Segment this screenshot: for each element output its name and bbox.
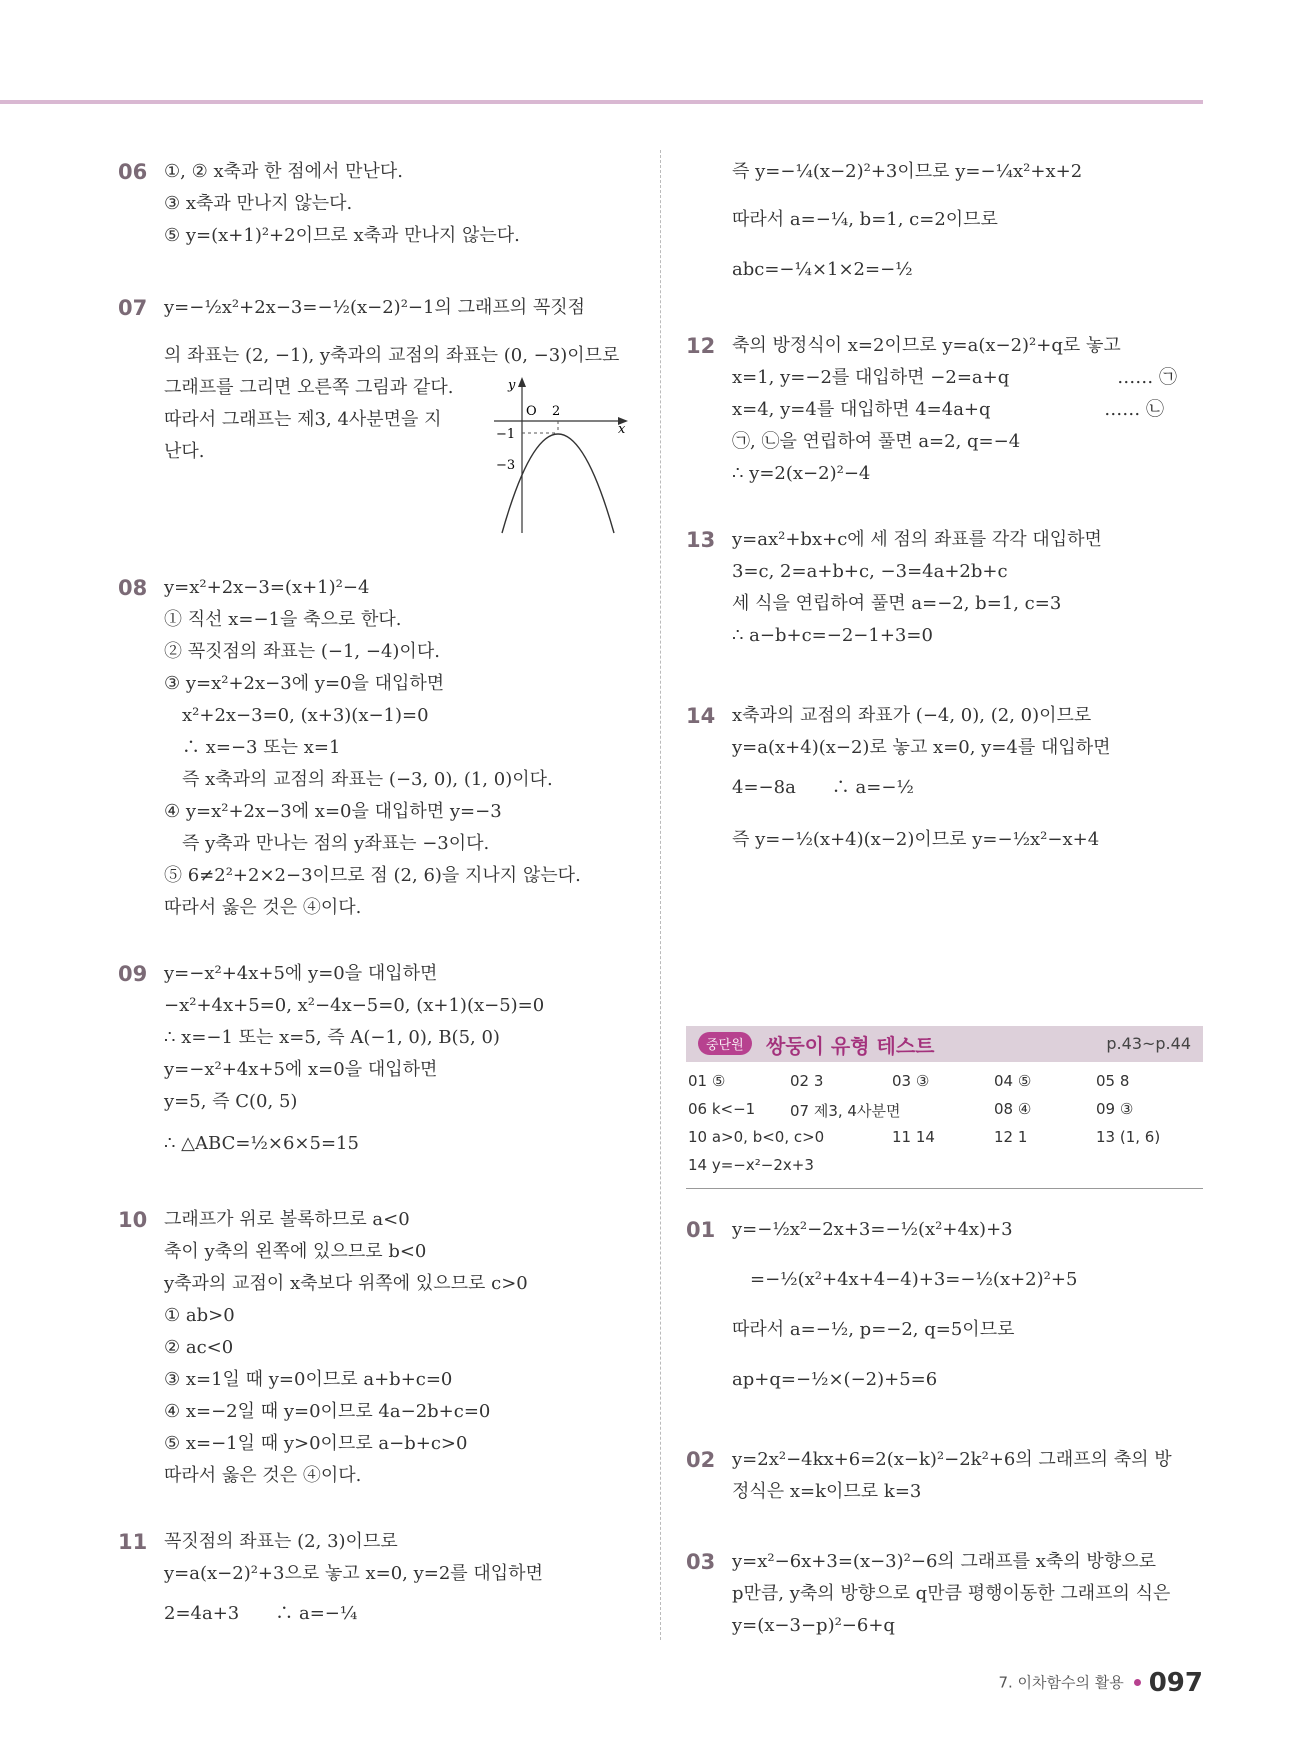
solution-line: ap+q=−½×(−2)+5=6 [732, 1369, 938, 1390]
solution-line: y축과의 교점이 x축보다 위쪽에 있으므로 c>0 [164, 1273, 528, 1294]
problem-number: 06 [118, 160, 148, 184]
solution-line: y=x²+2x−3=(x+1)²−4 [164, 577, 370, 598]
solution-line: 따라서 그래프는 제3, 4사분면을 지 [164, 409, 442, 430]
solution-line: y=a(x−2)²+3으로 놓고 x=0, y=2를 대입하면 [164, 1563, 543, 1584]
problem-number: 08 [118, 576, 148, 600]
origin-label: O [526, 404, 537, 419]
solution-line: y=5, 즉 C(0, 5) [164, 1091, 298, 1112]
solution-line: y=2x²−4kx+6=2(x−k)²−2k²+6의 그래프의 축의 방 [732, 1449, 1172, 1470]
y-axis-label: y [508, 378, 516, 393]
solution-line: ③ y=x²+2x−3에 y=0을 대입하면 [164, 673, 445, 694]
solution-line: ③ x축과 만나지 않는다. [164, 193, 353, 214]
problem-number: 07 [118, 296, 148, 320]
solution-line: y=a(x+4)(x−2)로 놓고 x=0, y=4를 대입하면 [732, 737, 1111, 758]
solution-line: y=ax²+bx+c에 세 점의 좌표를 각각 대입하면 [732, 529, 1102, 550]
solution-line: y=−½x²+2x−3=−½(x−2)²−1의 그래프의 꼭짓점 [164, 297, 586, 318]
solution-line: 2=4a+3 ∴ a=−¼ [164, 1603, 358, 1624]
page-number: 097 [1148, 1668, 1203, 1698]
solution-line: 따라서 a=−¼, b=1, c=2이므로 [732, 209, 998, 230]
solution-line: ⑤ 6≠2²+2×2−3이므로 점 (2, 6)을 지나지 않는다. [164, 865, 581, 886]
solution-line: ∴ x=−3 또는 x=1 [164, 737, 341, 758]
parabola-graph [490, 375, 630, 535]
solution-line: p만큼, y축의 방향으로 q만큼 평행이동한 그래프의 식은 [732, 1583, 1171, 1604]
solution-line: ③ x=1일 때 y=0이므로 a+b+c=0 [164, 1369, 453, 1390]
solution-line: ① 직선 x=−1을 축으로 한다. [164, 609, 402, 630]
solution-line: ⑤ y=(x+1)²+2이므로 x축과 만나지 않는다. [164, 225, 520, 246]
solution-line: =−½(x²+4x+4−4)+3=−½(x+2)²+5 [732, 1269, 1078, 1290]
solution-line: ㉠, ㉡을 연립하여 풀면 a=2, q=−4 [732, 431, 1021, 452]
solution-line: y=−x²+4x+5에 x=0을 대입하면 [164, 1059, 438, 1080]
answer-item: 02 3 [790, 1072, 824, 1090]
solution-line: abc=−¼×1×2=−½ [732, 259, 913, 280]
bullet-dot-icon [1134, 1679, 1141, 1686]
solution-line: ④ x=−2일 때 y=0이므로 4a−2b+c=0 [164, 1401, 491, 1422]
solution-line: y=−½x²−2x+3=−½(x²+4x)+3 [732, 1219, 1013, 1240]
solution-line: y=(x−3−p)²−6+q [732, 1615, 895, 1636]
answer-item: 04 ⑤ [994, 1072, 1032, 1090]
section-header [686, 1026, 1203, 1062]
problem-number: 12 [686, 334, 716, 358]
solution-line: ① ab>0 [164, 1305, 235, 1326]
solution-line: ② ac<0 [164, 1337, 234, 1358]
solution-line: 즉 x축과의 교점의 좌표는 (−3, 0), (1, 0)이다. [164, 769, 553, 790]
solution-line: ①, ② x축과 한 점에서 만난다. [164, 161, 403, 182]
column-divider [660, 150, 662, 1640]
solution-line: 난다. [164, 441, 205, 462]
solution-line: 따라서 옳은 것은 ④이다. [164, 897, 362, 918]
chapter-title: 7. 이차함수의 활용 [998, 1673, 1124, 1692]
answer-item: 03 ③ [892, 1072, 930, 1090]
solution-line: 즉 y=−¼(x−2)²+3이므로 y=−¼x²+x+2 [732, 161, 1083, 182]
problem-number: 09 [118, 962, 148, 986]
solution-line: ∴ △ABC=½×6×5=15 [164, 1133, 359, 1154]
problem-number: 01 [686, 1218, 716, 1242]
x-axis-label: x [618, 422, 626, 437]
section-badge: 중단원 [698, 1032, 752, 1055]
solution-line: 즉 y축과 만나는 점의 y좌표는 −3이다. [164, 833, 490, 854]
answer-item: 12 1 [994, 1128, 1028, 1146]
solution-line: 그래프가 위로 볼록하므로 a<0 [164, 1209, 410, 1230]
section-separator [686, 1188, 1203, 1189]
tick-label-minus-1: −1 [496, 427, 516, 442]
page-footer [998, 1668, 1203, 1698]
solution-line: ∴ x=−1 또는 x=5, 즉 A(−1, 0), B(5, 0) [164, 1027, 500, 1048]
solution-line: ④ y=x²+2x−3에 x=0을 대입하면 y=−3 [164, 801, 502, 822]
problem-number: 03 [686, 1550, 716, 1574]
answer-item: 10 a>0, b<0, c>0 [688, 1128, 825, 1146]
solution-line: x=4, y=4를 대입하면 4=4a+q …… ㉡ [732, 399, 1164, 420]
problem-number: 14 [686, 704, 716, 728]
solution-line: ⑤ x=−1일 때 y>0이므로 a−b+c>0 [164, 1433, 468, 1454]
solution-line: 꼭짓점의 좌표는 (2, 3)이므로 [164, 1531, 398, 1552]
solution-line: −x²+4x+5=0, x²−4x−5=0, (x+1)(x−5)=0 [164, 995, 545, 1016]
problem-number: 10 [118, 1208, 148, 1232]
answer-item: 01 ⑤ [688, 1072, 726, 1090]
solution-line: 따라서 a=−½, p=−2, q=5이므로 [732, 1319, 1015, 1340]
answer-item: 09 ③ [1096, 1100, 1134, 1118]
solution-line: y=x²−6x+3=(x−3)²−6의 그래프를 x축의 방향으로 [732, 1551, 1156, 1572]
solution-line: 따라서 옳은 것은 ④이다. [164, 1465, 362, 1486]
solution-line: 그래프를 그리면 오른쪽 그림과 같다. [164, 377, 454, 398]
solution-line: 축이 y축의 왼쪽에 있으므로 b<0 [164, 1241, 427, 1262]
tick-label-2: 2 [552, 404, 561, 419]
solution-line: 즉 y=−½(x+4)(x−2)이므로 y=−½x²−x+4 [732, 829, 1100, 850]
answer-item: 07 제3, 4사분면 [790, 1102, 901, 1120]
solution-line: 3=c, 2=a+b+c, −3=4a+2b+c [732, 561, 1008, 582]
answer-item: 13 (1, 6) [1096, 1128, 1161, 1146]
answer-item: 05 8 [1096, 1072, 1130, 1090]
solution-line: 축의 방정식이 x=2이므로 y=a(x−2)²+q로 놓고 [732, 335, 1121, 356]
section-page-range: p.43~p.44 [1106, 1034, 1191, 1053]
solution-line: ② 꼭짓점의 좌표는 (−1, −4)이다. [164, 641, 440, 662]
answer-item: 06 k<−1 [688, 1100, 756, 1118]
answer-item: 08 ④ [994, 1100, 1032, 1118]
problem-number: 02 [686, 1448, 716, 1472]
tick-label-minus-3: −3 [496, 458, 516, 473]
answer-item: 14 y=−x²−2x+3 [688, 1156, 814, 1174]
solution-line: x²+2x−3=0, (x+3)(x−1)=0 [164, 705, 429, 726]
solution-line: 정식은 x=k이므로 k=3 [732, 1481, 922, 1502]
answer-item: 11 14 [892, 1128, 935, 1146]
solution-line: ∴ a−b+c=−2−1+3=0 [732, 625, 933, 646]
solution-line: y=−x²+4x+5에 y=0을 대입하면 [164, 963, 438, 984]
solution-line: 세 식을 연립하여 풀면 a=−2, b=1, c=3 [732, 593, 1062, 614]
solution-line: ∴ y=2(x−2)²−4 [732, 463, 871, 484]
solution-line: x축과의 교점의 좌표가 (−4, 0), (2, 0)이므로 [732, 705, 1092, 726]
solution-line: 의 좌표는 (2, −1), y축과의 교점의 좌표는 (0, −3)이므로 [164, 345, 620, 366]
solution-line: 4=−8a ∴ a=−½ [732, 777, 914, 798]
top-rule [0, 100, 1203, 104]
problem-number: 13 [686, 528, 716, 552]
solution-line: x=1, y=−2를 대입하면 −2=a+q …… ㉠ [732, 367, 1177, 388]
section-title: 쌍둥이 유형 테스트 [766, 1034, 935, 1058]
problem-number: 11 [118, 1530, 148, 1554]
